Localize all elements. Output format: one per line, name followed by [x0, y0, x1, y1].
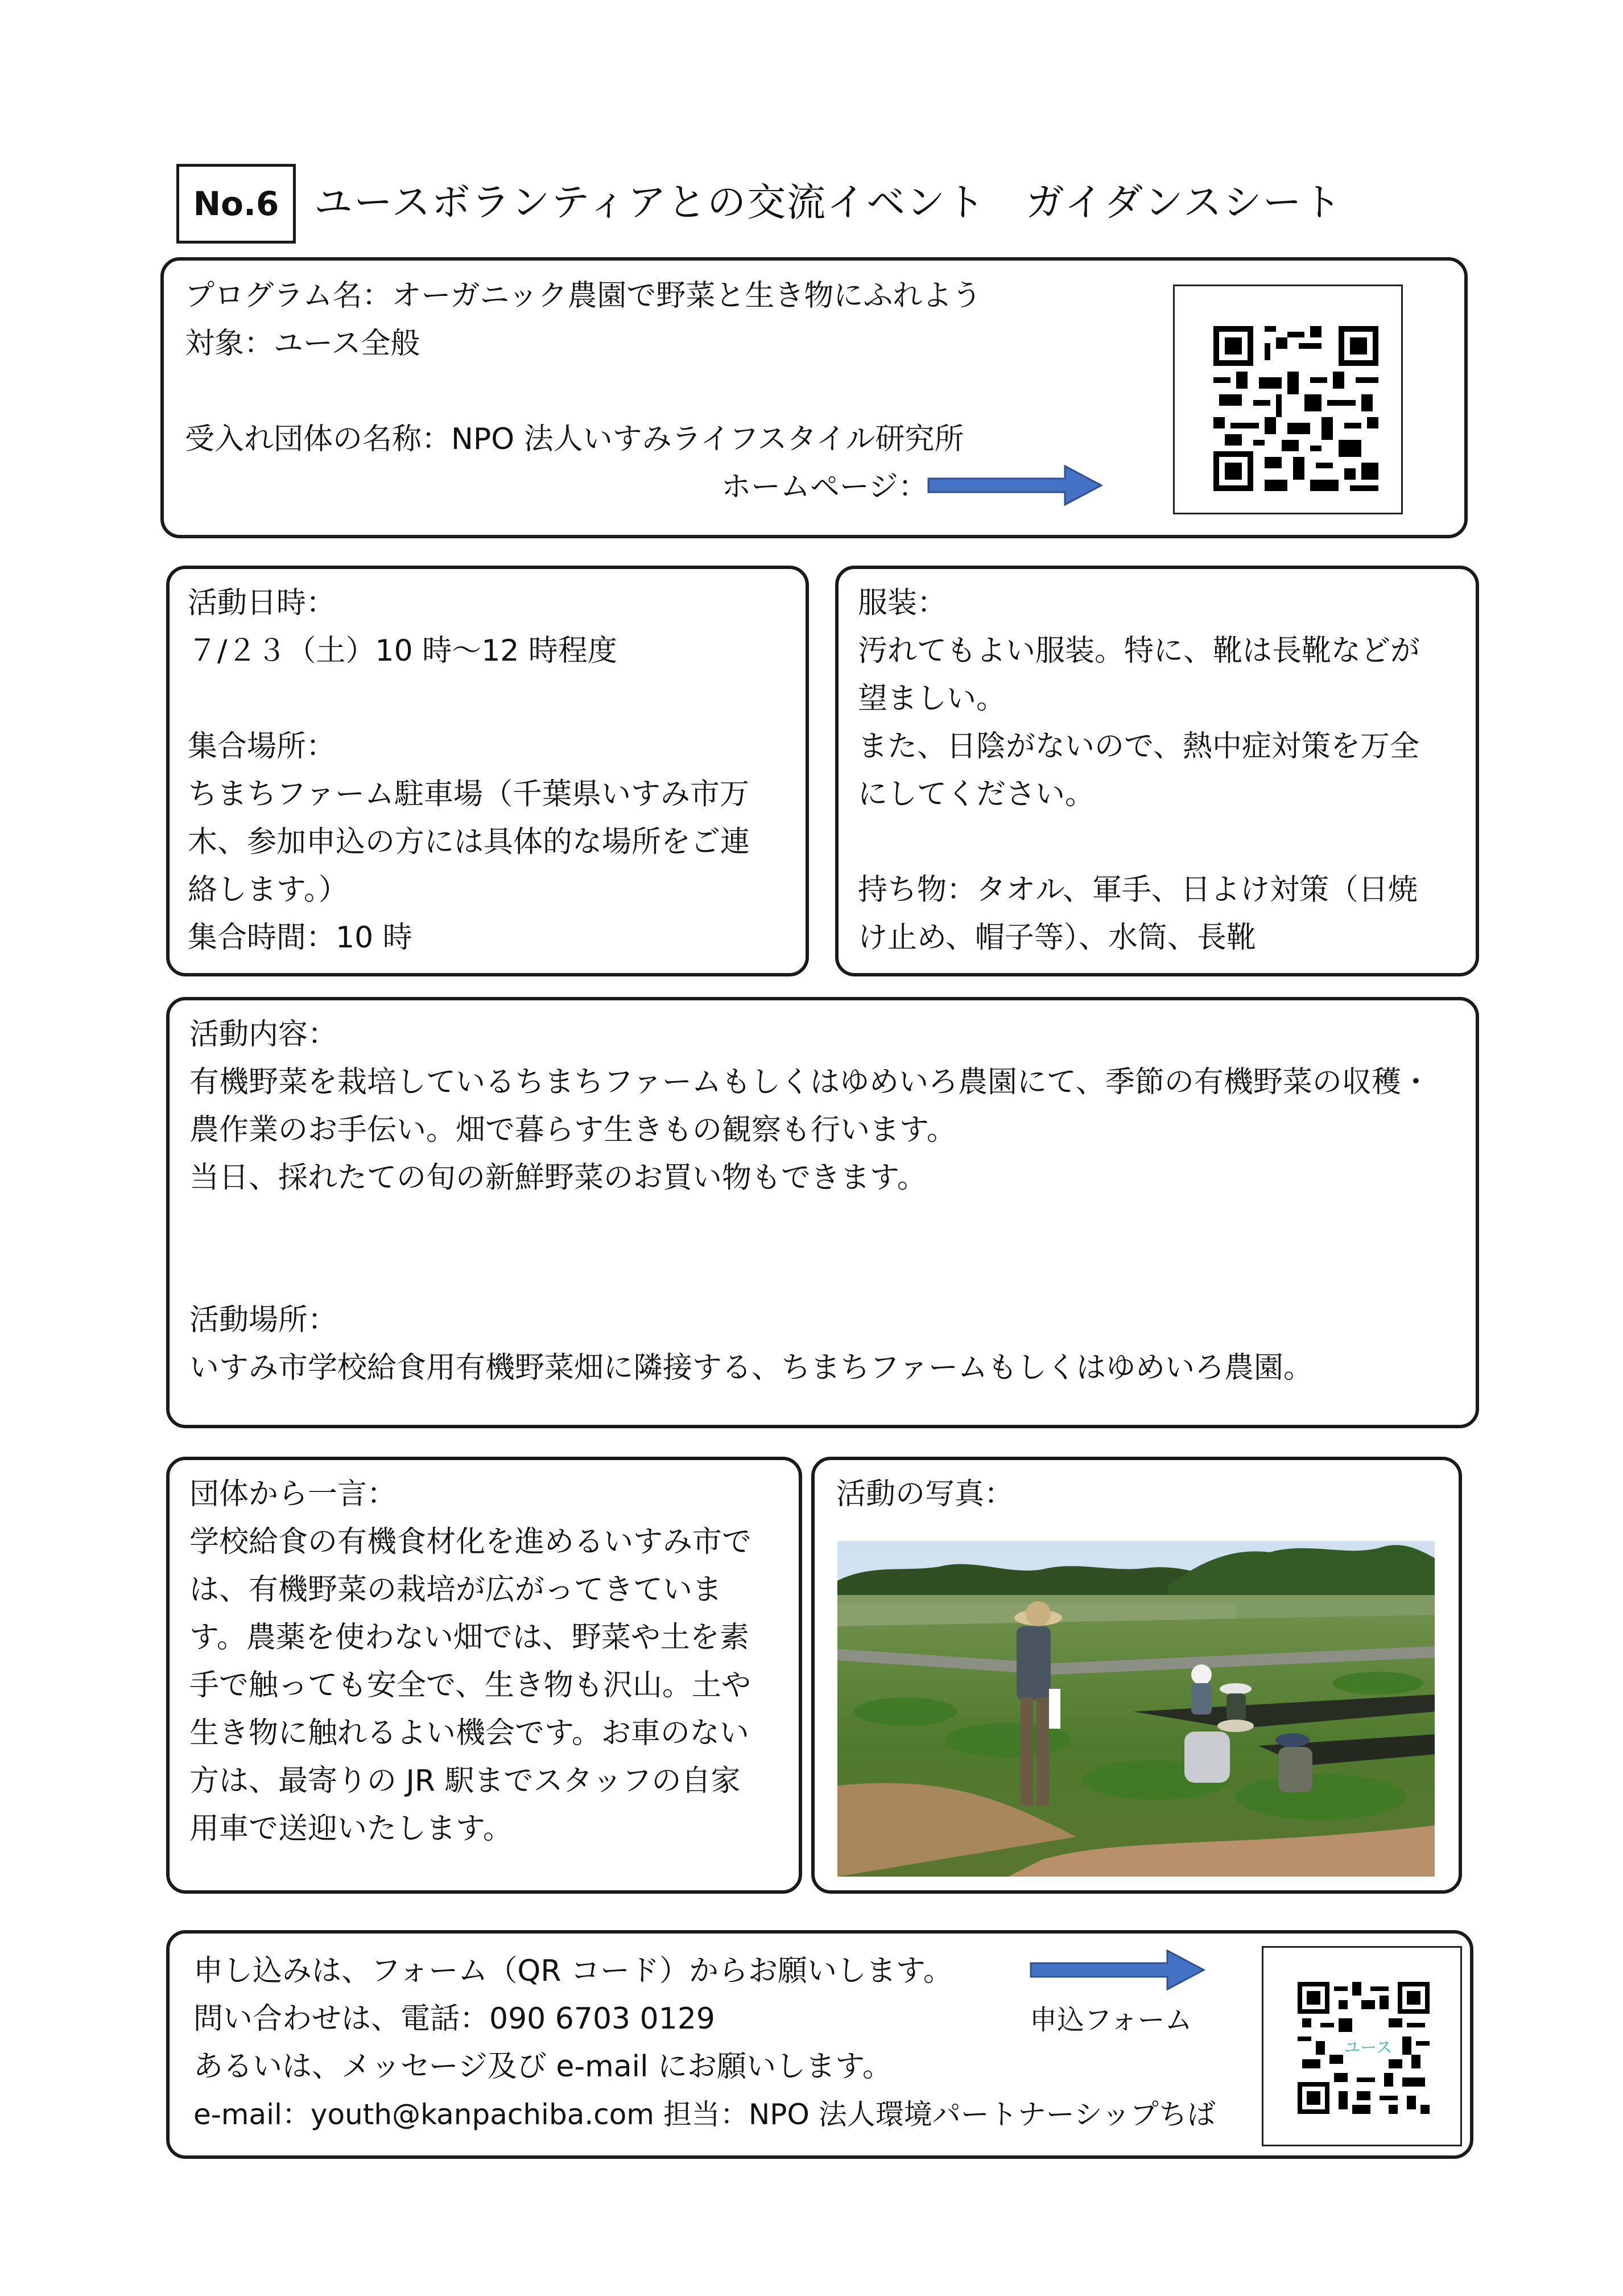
- content-line: 農作業のお手伝い。畑で暮らす生きもの観察も行います。: [189, 1113, 956, 1147]
- activity-photo: [837, 1541, 1435, 1877]
- contact-phone: 問い合わせは、電話：090 6703 0129: [193, 2002, 715, 2036]
- message-heading: 団体から一言：: [189, 1477, 397, 1511]
- clothing-heading: 服装：: [858, 586, 947, 620]
- meet-line: ちまちファーム駐車場（千葉県いすみ市万: [188, 777, 749, 811]
- homepage-qr-frame[interactable]: [1173, 285, 1403, 514]
- homepage-label: ホームページ：: [721, 470, 928, 504]
- message-line: 用車で送迎いたします。: [189, 1812, 513, 1846]
- photo-heading: 活動の写真：: [836, 1477, 1014, 1511]
- form-arrow-icon: [1030, 1948, 1206, 1992]
- qr-caption: ユース: [1344, 2037, 1393, 2057]
- form-label: 申込フォーム: [1030, 2004, 1192, 2036]
- meet-line: 木、参加申込の方には具体的な場所をご連: [188, 825, 750, 859]
- message-line: 方は、最寄りの JR 駅までスタッフの自家: [189, 1764, 741, 1798]
- clothing-line: 汚れてもよい服装。特に、靴は長靴などが: [858, 634, 1420, 668]
- items-line: け止め、帽子等）、水筒、長靴: [858, 921, 1256, 955]
- clothing-line: にしてください。: [858, 777, 1095, 811]
- schedule-date: ７/２３（土）10 時～12 時程度: [188, 634, 617, 668]
- message-line: す。農薬を使わない畑では、野菜や土を素: [189, 1621, 749, 1655]
- program-org: 受入れ団体の名称：NPO 法人いすみライフスタイル研究所: [185, 422, 964, 456]
- contact-email: e-mail：youth@kanpachiba.com 担当：NPO 法人環境パートナーシップちば: [193, 2098, 1216, 2131]
- content-line: 有機野菜を栽培しているちまちファームもしくはゆめいろ農園にて、季節の有機野菜の収穫・: [189, 1065, 1431, 1099]
- message-line: 学校給食の有機食材化を進めるいすみ市で: [189, 1525, 752, 1559]
- message-line: 生き物に触れるよい機会です。お車のない: [189, 1716, 749, 1750]
- content-line: 当日、採れたての旬の新鮮野菜のお買い物もできます。: [189, 1161, 927, 1195]
- farm-photo-image: [837, 1541, 1435, 1877]
- message-line: は、有機野菜の栽培が広がってきていま: [189, 1573, 722, 1607]
- program-target: 対象：ユース全般: [185, 327, 420, 361]
- content-heading: 活動内容：: [189, 1017, 338, 1052]
- form-qr-frame[interactable]: [1262, 1946, 1462, 2146]
- homepage-qr-code-icon: [1213, 326, 1378, 491]
- place-heading: 活動場所：: [189, 1303, 338, 1337]
- form-qr-code-icon: [1298, 1982, 1430, 2114]
- meet-time: 集合時間：10 時: [188, 921, 412, 955]
- contact-line: あるいは、メッセージ及び e-mail にお願いします。: [193, 2050, 892, 2084]
- homepage-arrow-icon: [927, 464, 1104, 507]
- items-line: 持ち物：タオル、軍手、日よけ対策（日焼: [858, 873, 1418, 907]
- number-label: No.6: [193, 184, 279, 223]
- meet-heading: 集合場所：: [188, 729, 336, 764]
- schedule-heading: 活動日時：: [188, 586, 336, 620]
- clothing-line: また、日陰がないので、熱中症対策を万全: [858, 729, 1419, 764]
- place-text: いすみ市学校給食用有機野菜畑に隣接する、ちまちファームもしくはゆめいろ農園。: [189, 1351, 1313, 1385]
- meet-line: 絡します。）: [188, 873, 348, 907]
- contact-line: 申し込みは、フォーム（QR コード）からお願いします。: [193, 1954, 953, 1988]
- number-badge: [176, 164, 296, 244]
- clothing-line: 望ましい。: [858, 682, 1006, 716]
- message-line: 手で触っても安全で、生き物も沢山。土や: [189, 1668, 751, 1703]
- program-name: プログラム名：オーガニック農園で野菜と生き物にふれよう: [185, 279, 982, 313]
- page-title: ユースボランティアとの交流イベント ガイダンスシート: [314, 180, 1343, 225]
